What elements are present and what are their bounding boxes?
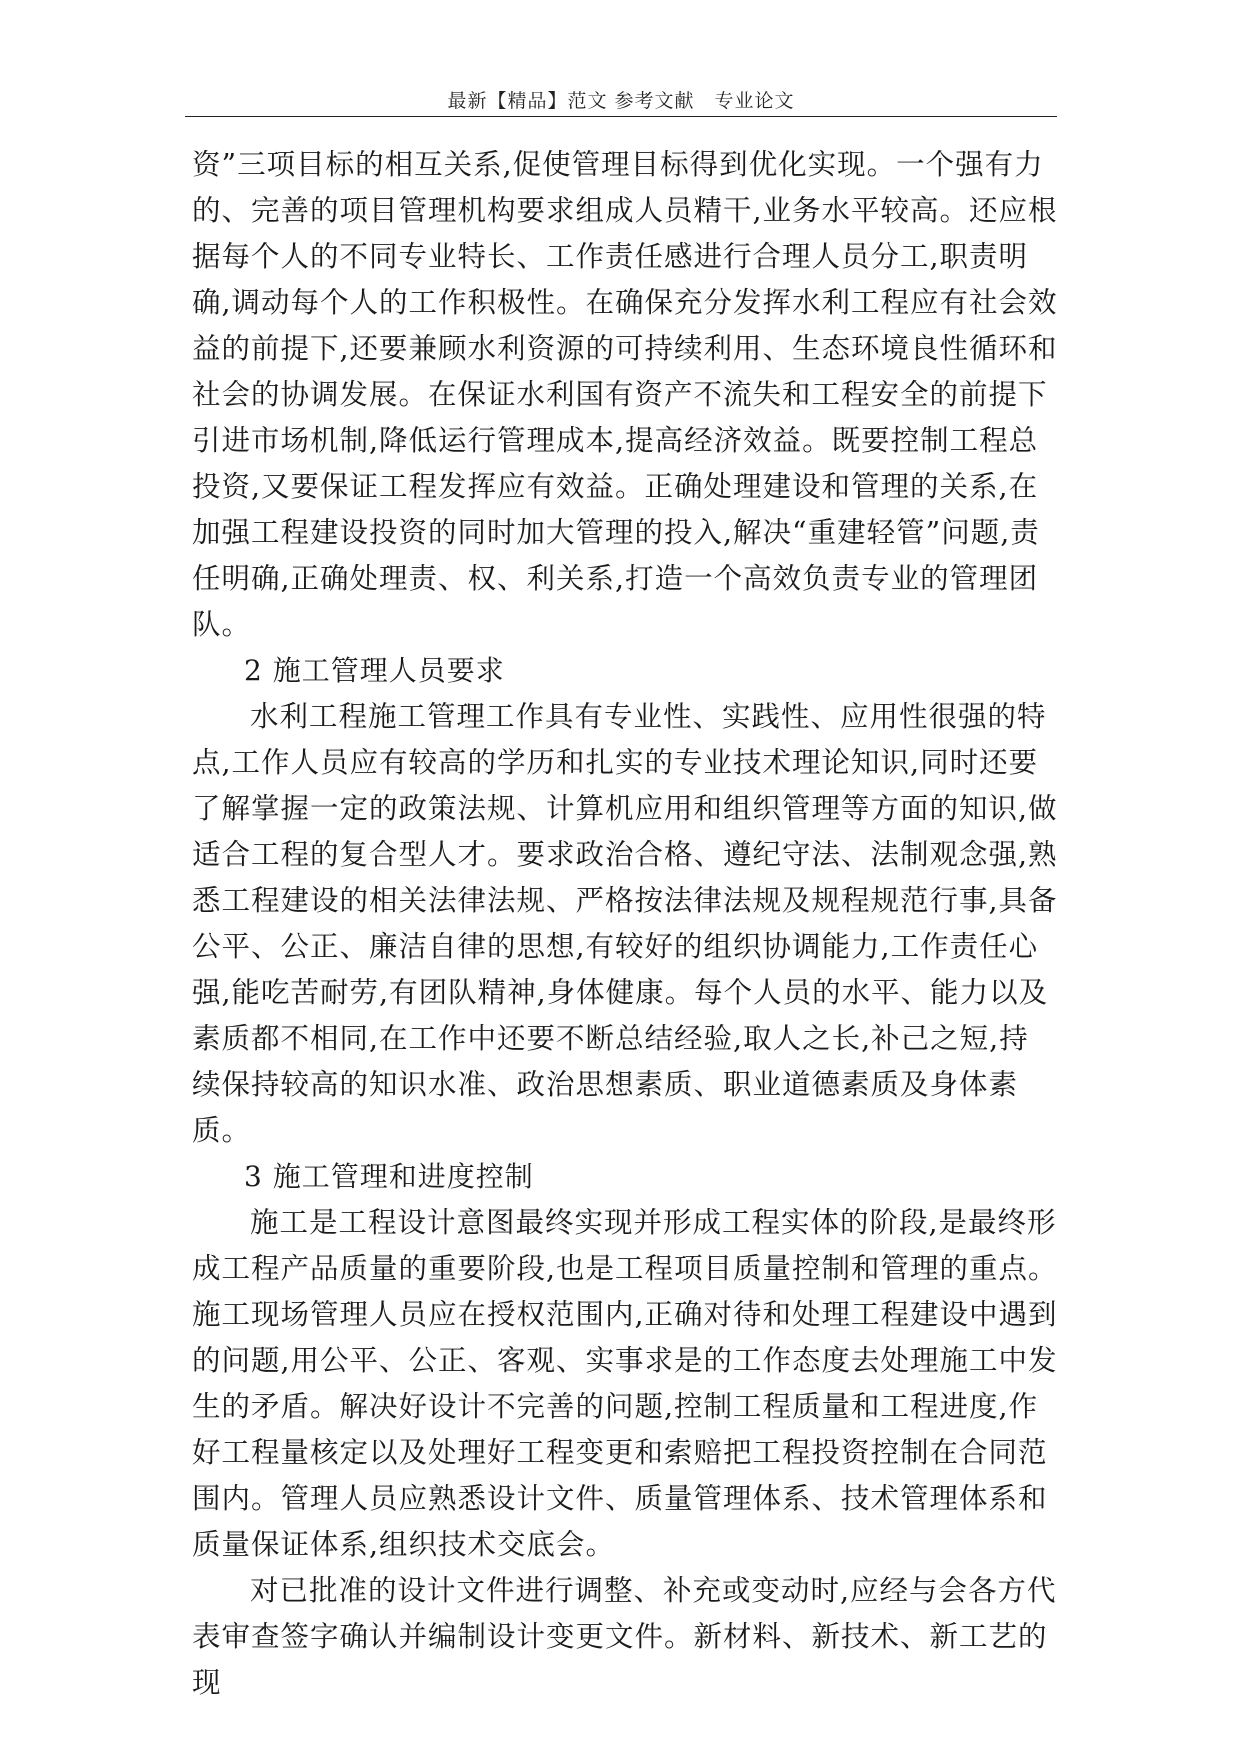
page-header: 最新【精品】范文 参考文献 专业论文 (447, 90, 795, 112)
paragraph-personnel-requirements: 水利工程施工管理工作具有专业性、实践性、应用性很强的特点,工作人员应有较高的学历和扎实的专业技术理论知识,同时还要了解掌握一定的政策法规、计算机应用和组织管理等方面的知识,做适合工程的复合型人才。要求政治合格、遵纪守法、法制观念强,熟悉工程建设的相关法律法规、严格按法律法规及规程规范行事,具备公平、公正、廉洁自律的思想,有较好的组织协调能力,工作责任心强,能吃苦耐劳,有团队精神,身体健康。每个人员的水平、能力以及素质都不相同,在工作中还要不断总结经验,取人之长,补己之短,持续保持较高的知识水准、政治思想素质、职业道德素质及身体素质。 (192, 700, 1058, 1147)
header-rule (185, 116, 1057, 117)
section-heading-2: 2 施工管理人员要求 (244, 654, 505, 687)
paragraph-design-changes: 对已批准的设计文件进行调整、补充或变动时,应经与会各方代表审查签字确认并编制设计变更文件。新材料、新技术、新工艺的现 (192, 1574, 1057, 1699)
document-body (192, 142, 1058, 1706)
section-heading-3: 3 施工管理和进度控制 (244, 1160, 534, 1193)
paragraph-continuation: 资”三项目标的相互关系,促使管理目标得到优化实现。一个强有力的、完善的项目管理机构要求组成人员精干,业务水平较高。还应根据每个人的不同专业特长、工作责任感进行合理人员分工,职责明确,调动每个人的工作积极性。在确保充分发挥水利工程应有社会效益的前提下,还要兼顾水利资源的可持续利用、生态环境良性循环和社会的协调发展。在保证水利国有资产不流失和工程安全的前提下引进市场机制,降低运行管理成本,提高经济效益。既要控制工程总投资,又要保证工程发挥应有效益。正确处理建设和管理的关系,在加强工程建设投资的同时加大管理的投入,解决“重建轻管”问题,责任明确,正确处理责、权、利关系,打造一个高效负责专业的管理团队。 (192, 148, 1058, 641)
paragraph-construction-management: 施工是工程设计意图最终实现并形成工程实体的阶段,是最终形成工程产品质量的重要阶段,也是工程项目质量控制和管理的重点。施工现场管理人员应在授权范围内,正确对待和处理工程建设中遇到的问题,用公平、公正、客观、实事求是的工作态度去处理施工中发生的矛盾。解决好设计不完善的问题,控制工程质量和工程进度,作好工程量核定以及处理好工程变更和索赔把工程投资控制在合同范围内。管理人员应熟悉设计文件、质量管理体系、技术管理体系和质量保证体系,组织技术交底会。 (192, 1206, 1058, 1561)
